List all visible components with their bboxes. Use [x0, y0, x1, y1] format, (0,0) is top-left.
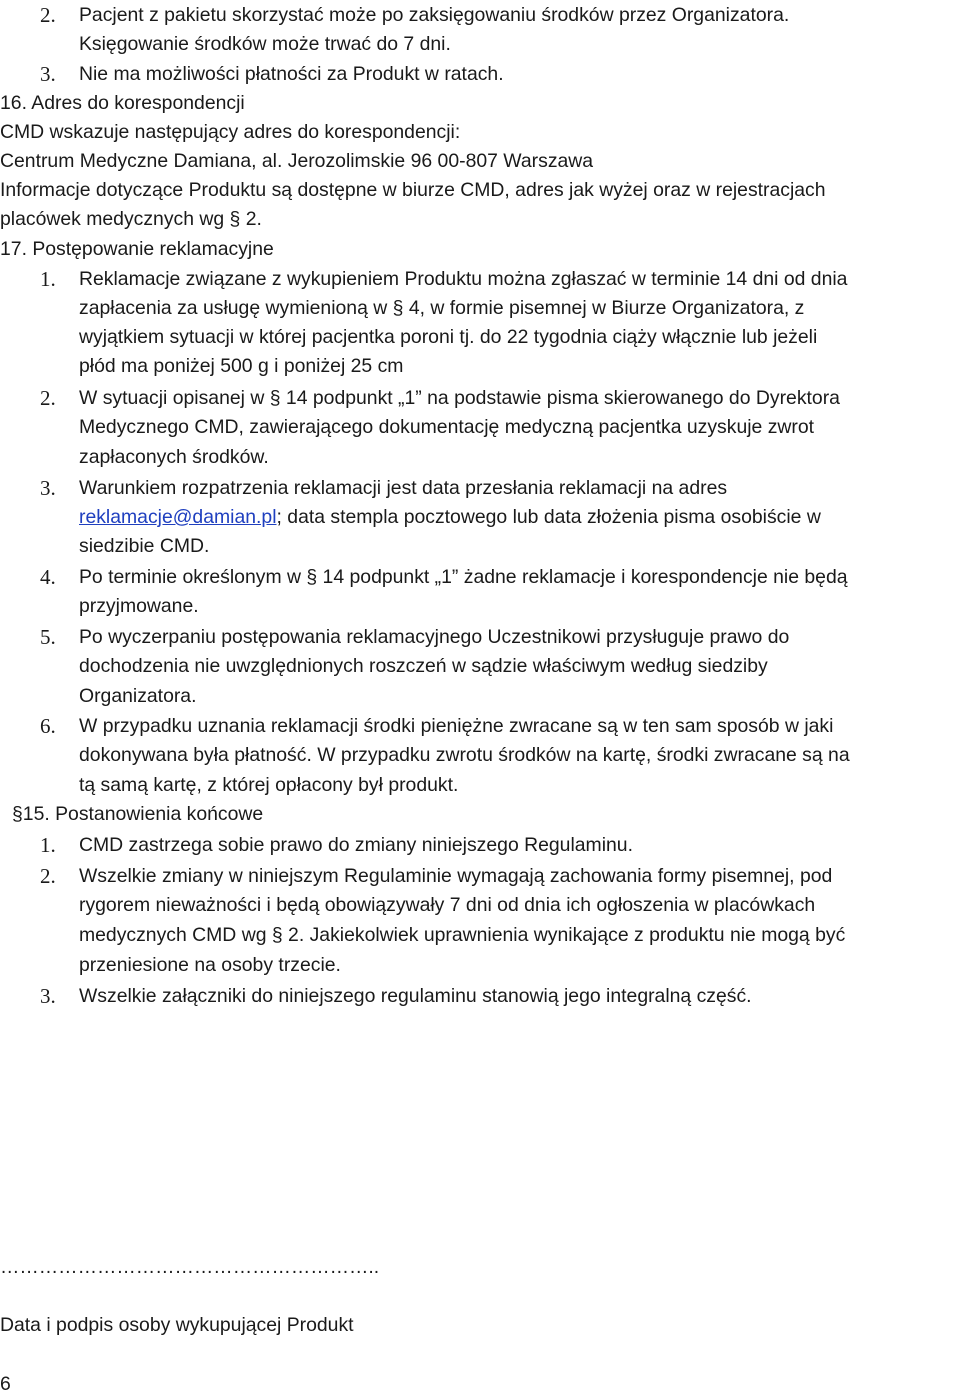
text-line: Nie ma możliwości płatności za Produkt w ratach.	[79, 63, 504, 85]
list-number: 5.	[40, 625, 56, 649]
signature-label: Data i podpis osoby wykupującej Produkt	[0, 1314, 354, 1336]
list-number: 2.	[40, 386, 56, 410]
text-line: Pacjent z pakietu skorzystać może po zaksięgowaniu środków przez Organizatora.	[79, 4, 790, 26]
text-line: Warunkiem rozpatrzenia reklamacji jest data przesłania reklamacji na adres	[79, 477, 728, 499]
text-line: Informacje dotyczące Produktu są dostępne w biurze CMD, adres jak wyżej oraz w rejestracjach	[0, 179, 826, 201]
list-number: 4.	[40, 565, 56, 589]
text-line: Księgowanie środków może trwać do 7 dni.	[79, 33, 451, 55]
text-line: przeniesione na osoby trzecie.	[79, 954, 341, 976]
list-number: 2.	[40, 3, 56, 27]
text-line: przyjmowane.	[79, 595, 199, 617]
text-line: wyjątkiem sytuacji w której pacjentka poroni tj. do 22 tygodnia ciąży włącznie lub jeżeli	[79, 326, 818, 348]
list-number: 6.	[40, 714, 56, 738]
text-line: W sytuacji opisanej w § 14 podpunkt „1” na podstawie pisma skierowanego do Dyrektora	[79, 387, 840, 409]
text-line: rygorem nieważności i będą obowiązywały 7 dni od dnia ich ogłoszenia w placówkach	[79, 894, 816, 916]
section-heading: 16. Adres do korespondencji	[0, 92, 245, 114]
list-number: 3.	[40, 984, 56, 1008]
text-line: tą samą kartę, z której opłacony był produkt.	[79, 774, 459, 796]
text-line: Centrum Medyczne Damiana, al. Jerozolimskie 96 00-807 Warszawa	[0, 150, 594, 172]
text-line: siedzibie CMD.	[79, 535, 210, 557]
text-line: Wszelkie zmiany w niniejszym Regulaminie wymagają zachowania formy pisemnej, pod	[79, 865, 833, 887]
section-heading: §15. Postanowienia końcowe	[12, 803, 264, 825]
text-line: zapłaconych środków.	[79, 446, 269, 468]
text-line: CMD zastrzega sobie prawo do zmiany niniejszego Regulaminu.	[79, 834, 633, 856]
signature-line: …………………………………………………..	[0, 1256, 380, 1278]
text-line: dokonywana była płatność. W przypadku zwrotu środków na kartę, środki zwracane są na	[79, 744, 850, 766]
list-number: 1.	[40, 833, 56, 857]
text-after-link: ; data stempla pocztowego lub data złożenia pisma osobiście w	[276, 506, 821, 528]
page-number: 6	[0, 1373, 11, 1395]
list-number: 1.	[40, 267, 56, 291]
text-line: CMD wskazuje następujący adres do korespondencji:	[0, 121, 461, 143]
text-line: Medycznego CMD, zawierającego dokumentację medyczną pacjentka uzyskuje zwrot	[79, 416, 815, 438]
text-line: Wszelkie załączniki do niniejszego regulaminu stanowią jego integralną część.	[79, 985, 752, 1007]
email-link[interactable]: reklamacje@damian.pl	[79, 506, 277, 528]
list-number: 3.	[40, 62, 56, 86]
text-line: medycznych CMD wg § 2. Jakiekolwiek uprawnienia wynikające z produktu nie mogą być	[79, 924, 846, 946]
text-line: Reklamacje związane z wykupieniem Produktu można zgłaszać w terminie 14 dni od dnia	[79, 268, 848, 290]
section-heading: 17. Postępowanie reklamacyjne	[0, 238, 274, 260]
text-line: W przypadku uznania reklamacji środki pieniężne zwracane są w ten sam sposób w jaki	[79, 715, 834, 737]
list-number: 2.	[40, 864, 56, 888]
list-number: 3.	[40, 476, 56, 500]
text-line: Po wyczerpaniu postępowania reklamacyjnego Uczestnikowi przysługuje prawo do	[79, 626, 790, 648]
text-line: placówek medycznych wg § 2.	[0, 208, 262, 230]
text-line: zapłacenia za usługę wymienioną w § 4, w formie pisemnej w Biurze Organizatora, z	[79, 297, 805, 319]
text-line: płód ma poniżej 500 g i poniżej 25 cm	[79, 355, 404, 377]
text-line-with-link	[79, 506, 821, 528]
text-line: Po terminie określonym w § 14 podpunkt „1” żadne reklamacje i korespondencje nie będą	[79, 566, 848, 588]
text-line: Organizatora.	[79, 685, 197, 707]
text-line: dochodzenia nie uwzględnionych roszczeń w sądzie właściwym według siedziby	[79, 655, 768, 677]
